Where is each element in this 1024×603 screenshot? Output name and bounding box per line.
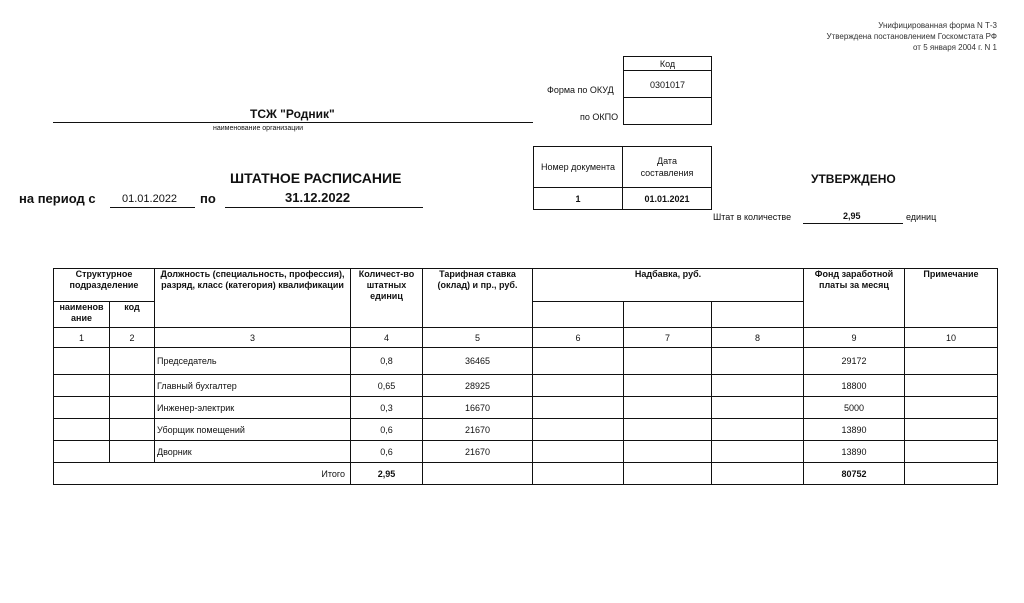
column-numbers-row [54, 328, 998, 348]
org-caption: наименование организации [213, 125, 304, 132]
doc-number-box [533, 146, 712, 210]
row-count: 0,3 [351, 397, 423, 419]
table-row [54, 419, 998, 441]
total-count: 2,95 [351, 463, 423, 485]
header-struct-code: код [110, 302, 155, 328]
doc-title: ШТАТНОЕ РАСПИСАНИЕ [230, 170, 402, 186]
row-rate: 21670 [423, 419, 533, 441]
table-row [54, 348, 998, 375]
okud-label: Форма по ОКУД [547, 85, 614, 95]
okpo-label: по ОКПО [580, 112, 619, 122]
row-fund: 13890 [804, 419, 905, 441]
header-bonus-1 [533, 302, 624, 328]
row-fund: 13890 [804, 441, 905, 463]
row-position: Дворник [155, 441, 351, 463]
row-count: 0,8 [351, 348, 423, 375]
row-rate: 28925 [423, 375, 533, 397]
okpo-value [624, 98, 711, 124]
row-rate: 36465 [423, 348, 533, 375]
col-number: 9 [804, 328, 905, 348]
col-number: 7 [624, 328, 712, 348]
header-count: Количест-во штатных единиц [351, 269, 423, 328]
row-rate: 16670 [423, 397, 533, 419]
row-fund: 5000 [804, 397, 905, 419]
header-struct-name: наименов ание [54, 302, 110, 328]
col-number: 4 [351, 328, 423, 348]
col-number: 1 [54, 328, 110, 348]
form-header-line3: от 5 января 2004 г. N 1 [913, 43, 997, 52]
header-rate: Тарифная ставка (оклад) и пр., руб. [423, 269, 533, 328]
doc-number: 1 [534, 188, 623, 209]
row-position: Инженер-электрик [155, 397, 351, 419]
table-row [54, 441, 998, 463]
org-name: ТСЖ "Родник" [250, 107, 335, 121]
staff-unit: единиц [906, 212, 937, 222]
staff-label: Штат в количестве [713, 212, 792, 222]
row-count: 0,6 [351, 419, 423, 441]
form-header [737, 20, 997, 53]
col-number: 3 [155, 328, 351, 348]
row-fund: 18800 [804, 375, 905, 397]
row-fund: 29172 [804, 348, 905, 375]
total-fund: 80752 [804, 463, 905, 485]
col-number: 5 [423, 328, 533, 348]
row-count: 0,65 [351, 375, 423, 397]
period-to-label: по [200, 191, 216, 206]
total-label: Итого [54, 463, 351, 485]
form-header-line1: Унифицированная форма N Т-3 [878, 21, 997, 30]
approval-title: УТВЕРЖДЕНО [811, 172, 896, 186]
doc-number-label: Номер документа [534, 147, 623, 188]
col-number: 6 [533, 328, 624, 348]
header-note: Примечание [905, 269, 998, 328]
table-row [54, 397, 998, 419]
row-rate: 21670 [423, 441, 533, 463]
row-count: 0,6 [351, 441, 423, 463]
header-fund: Фонд заработной платы за месяц [804, 269, 905, 328]
row-position: Председатель [155, 348, 351, 375]
total-row [54, 463, 998, 485]
row-position: Уборщик помещений [155, 419, 351, 441]
doc-date: 01.01.2021 [644, 193, 690, 204]
okud-value: 0301017 [624, 71, 711, 98]
col-number: 2 [110, 328, 155, 348]
col-number: 8 [712, 328, 804, 348]
staff-value: 2,95 [843, 211, 861, 221]
period-to: 31.12.2022 [285, 190, 351, 205]
form-header-line2: Утверждена постановлением Госкомстата РФ [826, 32, 997, 41]
staffing-table [53, 268, 998, 485]
period-prefix: на период с [19, 191, 96, 206]
code-label: Код [624, 57, 711, 71]
table-row [54, 375, 998, 397]
period-from: 01.01.2022 [122, 193, 178, 205]
doc-date-label: Дата составления [623, 147, 711, 188]
header-bonus: Надбавка, руб. [533, 269, 804, 302]
row-position: Главный бухгалтер [155, 375, 351, 397]
header-struct: Структурное подразделение [54, 269, 155, 302]
code-box [623, 56, 712, 125]
header-bonus-2 [624, 302, 712, 328]
header-position: Должность (специальность, профессия), разряд, класс (категория) квалификации [155, 269, 351, 328]
col-number: 10 [905, 328, 998, 348]
header-bonus-3 [712, 302, 804, 328]
